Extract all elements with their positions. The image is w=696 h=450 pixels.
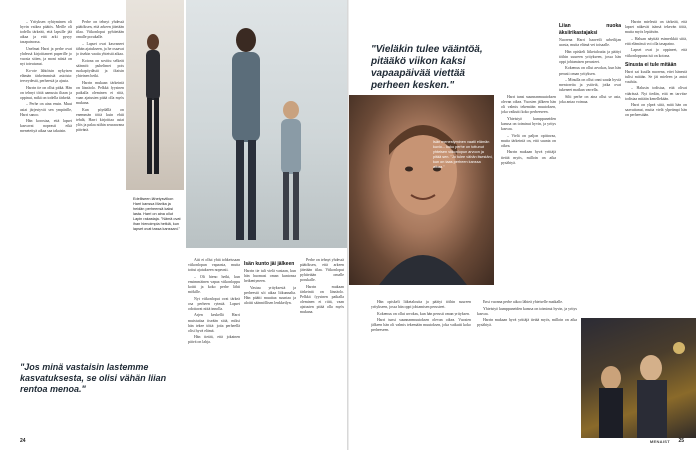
paragraph: Harrin mukaan tärkeintä on läsnäolo. Pelkkä fyysinen paikalla oleminen ei riitä, vaan ajatusten pitää olla myös mukana. [300, 284, 344, 315]
photo-caption: Edelliseen lähetysviikon Harri kanssa Marika ja heidän perheensä kaksi lasta. Harri on aina ollut Lapin rakastaja. "Nämä ovat ihan hienoimpia hetkiä, kun lapset ovat tassa kanssani." [133, 197, 181, 231]
right-page [349, 0, 696, 450]
paragraph: Kokemus on ollut arvokas, kun hän perusti oman yrityksen. [377, 311, 470, 316]
paragraph: Äiti ei ollut yhtä tohkeissaan viikonlopun vapaasta, mutta tottui ajatukseen nopeasti. [188, 258, 240, 273]
portrait-caption: Isän menestyminen vaatii elämän kuvio... koko perhe on tottunut yhteisen viikonlopun arvoon ja pitää sen. "Jo tulee vähän itsestäni, kun on taas perheen kanssa aikaa." [433, 140, 493, 169]
portrait-face-graphic [349, 95, 494, 285]
paragraph: – Yrityksen ryhtyminen oli hyvin vaikea päätös. Meille oli todella tärkeää, että lapsille jää aikaa ja että arki pysyy tasapainossa. [20, 20, 72, 45]
paragraph: Harri tunsi suunnanmuutoksen olevan oikea. Vuosien jälkeen hän oli valmis tekemään muutoksen, joka vaikutti koko perheeseen. [501, 95, 556, 115]
paragraph: – Haluan näyttää esimerkkiä siitä, että elämässä voi olla tasapaino. [625, 36, 687, 46]
paragraph: Harrin mukaan tärkeintä on läsnäolo. Pelkkä fyysinen paikalla oleminen ei riitä, vaan ajatusten pitää olla myös mukana. [76, 80, 124, 105]
page-number-left: 24 [20, 438, 26, 444]
paragraph: Vastuu yrityksestä ja perheestä söi aikaa liikunnalta. Hän päätti muuttaa suuntaa ja aloitti säännöllisen lenkkeilyn. [244, 285, 296, 306]
paragraph: Harrin mukaan hyvä yrittäjä tietää myös, milloin on aika pysähtyä. [501, 150, 556, 165]
paragraph: Kokemus on ollut arvokas, kun hän perusti oman yrityksen. [559, 66, 621, 76]
left-column-3 [188, 258, 240, 433]
paragraph: – Vielä on paljon opittavaa, mutta tärkeintä on, että suunta on oikea. [501, 133, 556, 148]
paragraph: Ensi vuonna perhe aikoo lähteä yhteiselle matkalle. [483, 300, 564, 304]
family-figures-graphic [186, 0, 347, 248]
crowd-graphic [581, 318, 696, 438]
right-column-3 [625, 20, 687, 310]
paragraph: Harrin tie on ollut pitkä. Hän on tehnyt töitä aamusta iltaan ja oppinut, mikä on todella tärkeää. [20, 85, 72, 100]
subheading: Isän kunto jäi jälkeen [244, 261, 295, 267]
left-column-1 [20, 20, 72, 335]
paragraph: Hän tietää, että jokainen päivä on lahja. [188, 335, 240, 345]
photo-event-crowd [581, 318, 696, 438]
photo-family-portrait [126, 0, 184, 190]
paragraph: Arjen keskellä Harri muistuttaa itseään siitä, miksi hän tekee töitä: jotta perheellä olisi hyvä elämä. [188, 313, 240, 333]
paragraph: Kotona on sovittu selkeät säännöt: puhelimet pois ruokapöydästä ja iltaisin yhteinen hetki. [76, 58, 124, 78]
paragraph: – Oli hieno hetki, kun ensimmäinen vapaa viikonloppu koitti ja koko perhe lähti mökille. [188, 274, 240, 295]
right-column-2 [559, 20, 621, 310]
paragraph: Harri on ylpeä siitä, mitä hän on saavuttanut, mutta vielä ylpeämpi hän on perheestään. [625, 103, 687, 118]
page-number-right: 25 [678, 438, 684, 444]
paragraph: Hän korostaa, että lapset kasvavat nopeasti eikä menetettyä aikaa saa takaisin. [20, 119, 72, 134]
photo-harri-portrait [349, 95, 494, 285]
paragraph: Kun pöydällä on enemmän töitä kuin ehtii tehdä, Harri kirjoittaa asiat ylös ja palaa niihin seuraavana päivänä. [76, 107, 124, 132]
headline-quote: "Vieläkin tulee vääntöä, pitääkö viikon kaksi vapaapäivää viettää perheen kesken." [371, 44, 483, 91]
right-column-4 [371, 300, 471, 430]
paragraph: – Lapset ovat kasvaneet tähän ajatukseen, ja he osaavat jo itsekin vaatia yhteistä aikaa. [76, 41, 124, 57]
paragraph: – Minulla on ollut onni saada hyviä mentoreita ja ystäviä, jotka ovat tukeneet matkan varrella. [559, 78, 621, 93]
paragraph: Unelmat Harri ja perhe ovat yhdessä kirjoittaneet paperille jo vuosia sitten, ja moni niistä on nyt toteutunut. [20, 46, 72, 67]
paragraph: Harrin mukaan hyvä yrittäjä tietää myös, milloin on aika pysähtyä. [477, 318, 577, 328]
paragraph: Hän opiskeli liiketaloutta ja päätyi töihin suureen yritykseen, jossa hän oppi johtamisen perusteet. [559, 49, 621, 64]
right-column-1 [501, 95, 556, 285]
paragraph: Harrin mielestä on tärkeää, että lapset näkevät isänsä tekevän töitä, mutta myös lepäävän. [625, 20, 687, 35]
pull-quote: "Jos minä vastaisin lastemme kasvatuksesta, se olisi vähän liian rentoa menoa." [20, 362, 167, 394]
paragraph: Nyt viikonloput ovat tärkeä osa perheen rytmiä. Lapset odottavat niitä innolla. [188, 296, 240, 311]
paragraph: Harri sai kuulla nuorena, ettei hänestä tulisi mitään. Se jäi mieleen ja antoi vauhtia. [625, 69, 687, 84]
left-column-5 [300, 258, 344, 433]
paragraph: – Halusin todistaa, että olivat väärässä. Nyt tiedän, että en tarvitse todistaa mitään kenellekään. [625, 86, 687, 101]
paragraph: Ko-ote lähtöisin nykyisen elämän tärkeimmistä asioista: terveydestä, perheestä ja ajasta. [20, 68, 72, 84]
left-page [0, 0, 347, 450]
running-head: MENAIST [649, 439, 670, 444]
paragraph: – Perhe on aina ensin. Muut asiat järjestyvät sen ympärille, Harri sanoo. [20, 102, 72, 117]
left-column-4 [244, 258, 296, 433]
photo-family-wide [186, 0, 347, 248]
right-column-5 [477, 300, 577, 430]
paragraph: Harrin tie tuli vielä vastaan, kun hän huomasi oman kuntonsa heikentyneen. [244, 269, 296, 284]
paragraph: Perhe on tehnyt yhdessä päätöksen, että arkeen jätetään tilaa. Viikonloput pyhitetään omalle porukalle. [300, 258, 344, 283]
paragraph: Yhteistyö kumppaneiden kanssa on toiminut hyvin, ja yritys kasvaa. [477, 306, 577, 316]
paragraph: Lapset ovat jo oppineet, että viikonloppuna isä on kotona. [625, 48, 687, 58]
paragraph: Yhteistyö kumppaneiden kanssa on toiminut hyvin, ja yritys kasvaa. [501, 116, 556, 132]
paragraph: Nuorena Harri haaveili urheilijan urasta, mutta elämä vei toisaalle. [559, 38, 621, 48]
subheading: Liian nuoka äksiirikastajaksi [559, 23, 621, 36]
paragraph: Silti perhe on aina ollut se asia, joka antaa voimaa. [559, 94, 621, 105]
subheading: Sinusta ei tule mitään [625, 61, 677, 68]
paragraph: Hän opiskeli liiketaloutta ja päätyi töihin suureen yritykseen, jossa hän oppi johtamisen perusteet. [371, 300, 471, 310]
left-column-2 [76, 20, 124, 350]
woman-figure-graphic [138, 32, 168, 182]
paragraph: Harri tunsi suunnanmuutoksen olevan oikea. Vuosien jälkeen hän oli valmis tekemään muutoksen, joka vaikutti koko perheeseen. [371, 318, 471, 333]
paragraph: Perhe on tehnyt yhdessä päätöksen, että arkeen jätetään tilaa. Viikonloput pyhitetään omalle porukalle. [76, 20, 124, 40]
